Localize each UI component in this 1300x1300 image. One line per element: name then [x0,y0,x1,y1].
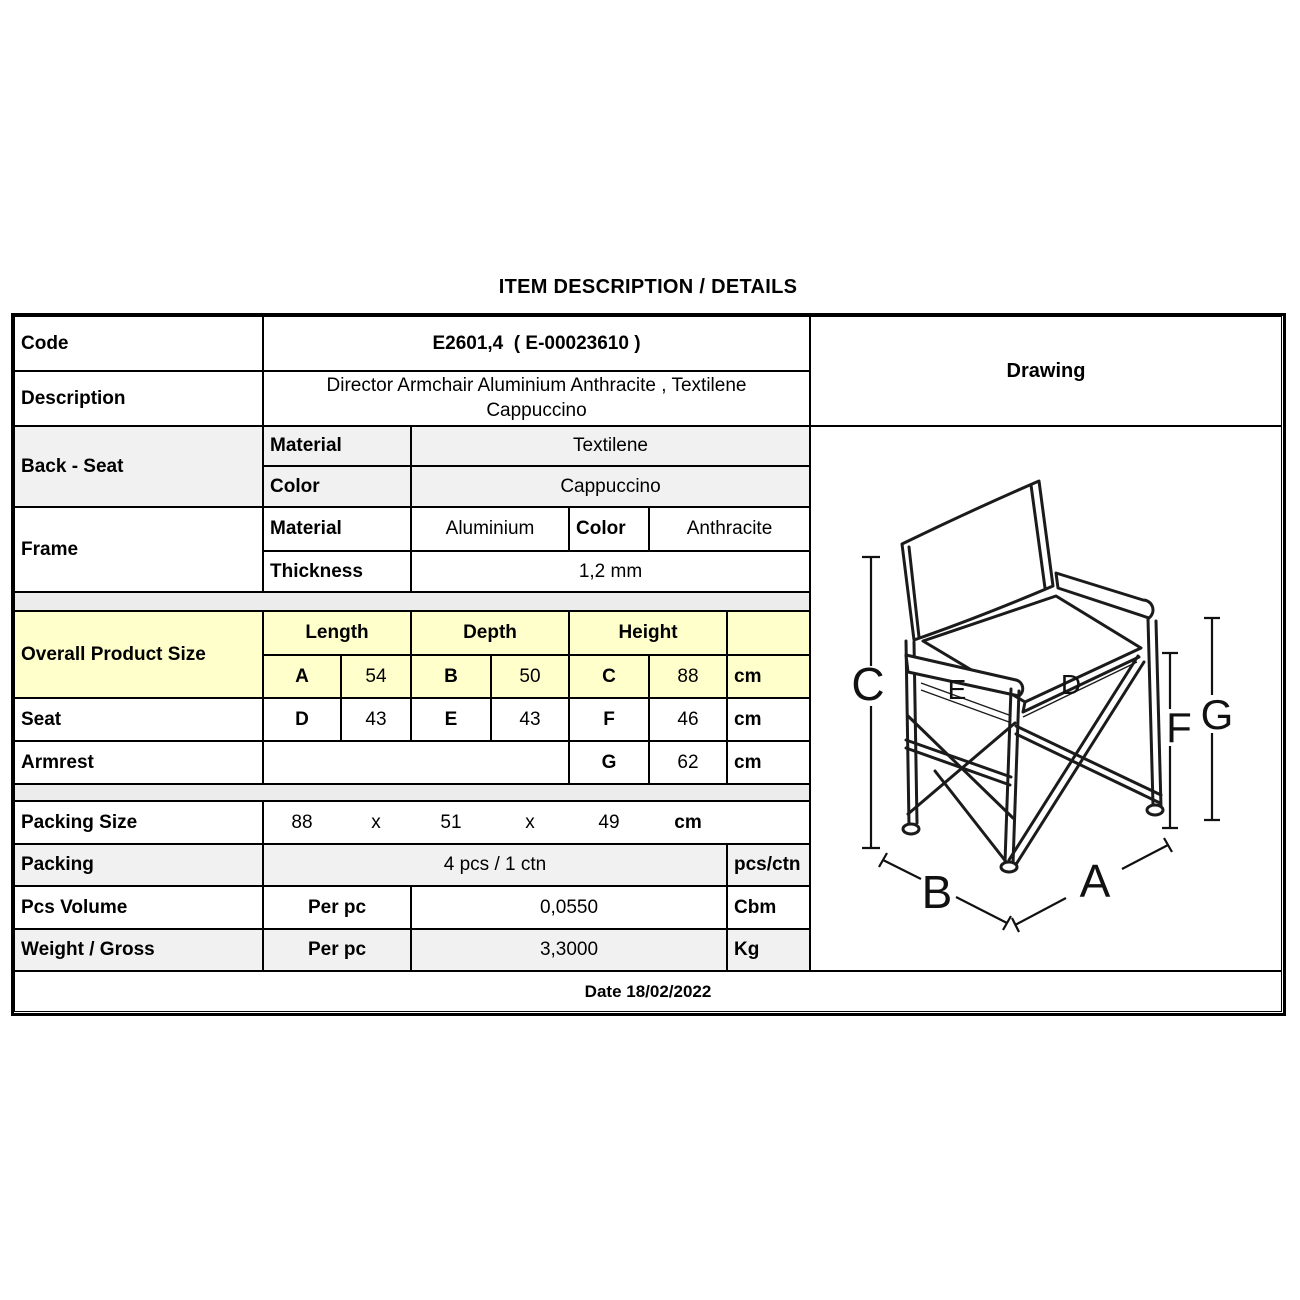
code-value: E2601,4 ( E-00023610 ) [263,316,810,371]
packing-size-sep1: x [371,811,381,833]
frame-color-value: Anthracite [649,507,810,551]
dim-label-g: G [1200,691,1234,738]
packing-unit: pcs/ctn [727,844,810,886]
dim-label-f: F [1166,704,1192,751]
code-label: Code [14,316,263,371]
chair-foot-rear-left [903,824,919,834]
weight-gross-label: Weight / Gross [14,929,263,971]
date-row: Date 18/02/2022 [14,971,1282,1012]
description-label: Description [14,371,263,426]
back-seat-color-value: Cappuccino [411,466,810,507]
unit-header-empty [727,611,810,655]
dim-label-e: E [947,674,967,705]
pcs-volume-value: 0,0550 [411,886,727,929]
dim-g-value: 62 [649,741,727,784]
weight-gross-per: Per pc [263,929,411,971]
seat-label: Seat [14,698,263,741]
height-header: Height [569,611,727,655]
dim-d-label: D [263,698,341,741]
depth-header: Depth [411,611,569,655]
packing-size-v3: 49 [598,811,620,833]
overall-size-unit: cm [727,655,810,698]
separator-row [14,592,810,611]
armrest-empty-cell [263,741,569,784]
packing-size-v2: 51 [440,811,462,833]
overall-size-label: Overall Product Size [14,611,263,698]
chair-drawing [810,426,1282,971]
pcs-volume-unit: Cbm [727,886,810,929]
frame-material-label: Material [263,507,411,551]
chair-front-cross-brace-1 [1016,726,1161,803]
pcs-volume-label: Pcs Volume [14,886,263,929]
dim-c-value: 88 [649,655,727,698]
back-seat-color-label: Color [263,466,411,507]
armrest-unit: cm [727,741,810,784]
dim-b-value: 50 [491,655,569,698]
page-title: ITEM DESCRIPTION / DETAILS [498,276,798,298]
drawing-cell [810,426,1282,971]
back-seat-material-label: Material [263,426,411,466]
packing-size-label: Packing Size [14,801,263,844]
dim-e-value: 43 [491,698,569,741]
separator-row [14,784,810,801]
dim-label-d: D [1060,669,1082,700]
packing-size-v1: 88 [291,811,313,833]
weight-gross-value: 3,3000 [411,929,727,971]
weight-gross-unit: Kg [727,929,810,971]
packing-size-value [263,801,810,844]
chair-foot-front-right [1147,805,1163,815]
packing-size-unit: cm [674,811,702,833]
dim-label-c: C [851,658,885,710]
dim-b-label: B [411,655,491,698]
dim-g-label: G [569,741,649,784]
dim-f-value: 46 [649,698,727,741]
chair-front-right-leg [1148,619,1161,807]
dim-f-label: F [569,698,649,741]
dim-d-value: 43 [341,698,411,741]
frame-thickness-value: 1,2 mm [411,551,810,592]
drawing-header: Drawing [810,316,1282,426]
chair-left-stretcher [906,740,1011,785]
dim-label-b: B [921,866,953,918]
dim-c-label: C [569,655,649,698]
dim-label-a: A [1079,855,1111,907]
back-seat-label: Back - Seat [14,426,263,507]
length-header: Length [263,611,411,655]
frame-color-label: Color [569,507,649,551]
dim-e-label: E [411,698,491,741]
chair-left-diag [935,771,1007,863]
armrest-label: Armrest [14,741,263,784]
chair-left-cross-brace-2 [908,723,1015,814]
dim-a-value: 54 [341,655,411,698]
chair-foot-front-left [1001,862,1017,872]
dim-a-label: A [263,655,341,698]
packing-label: Packing [14,844,263,886]
frame-label: Frame [14,507,263,592]
packing-value: 4 pcs / 1 ctn [263,844,727,886]
frame-material-value: Aluminium [411,507,569,551]
back-seat-material-value: Textilene [411,426,810,466]
packing-size-sep2: x [525,811,535,833]
pcs-volume-per: Per pc [263,886,411,929]
description-value: Director Armchair Aluminium Anthracite , Textilene Cappuccino [263,371,810,426]
frame-thickness-label: Thickness [263,551,411,592]
seat-unit: cm [727,698,810,741]
